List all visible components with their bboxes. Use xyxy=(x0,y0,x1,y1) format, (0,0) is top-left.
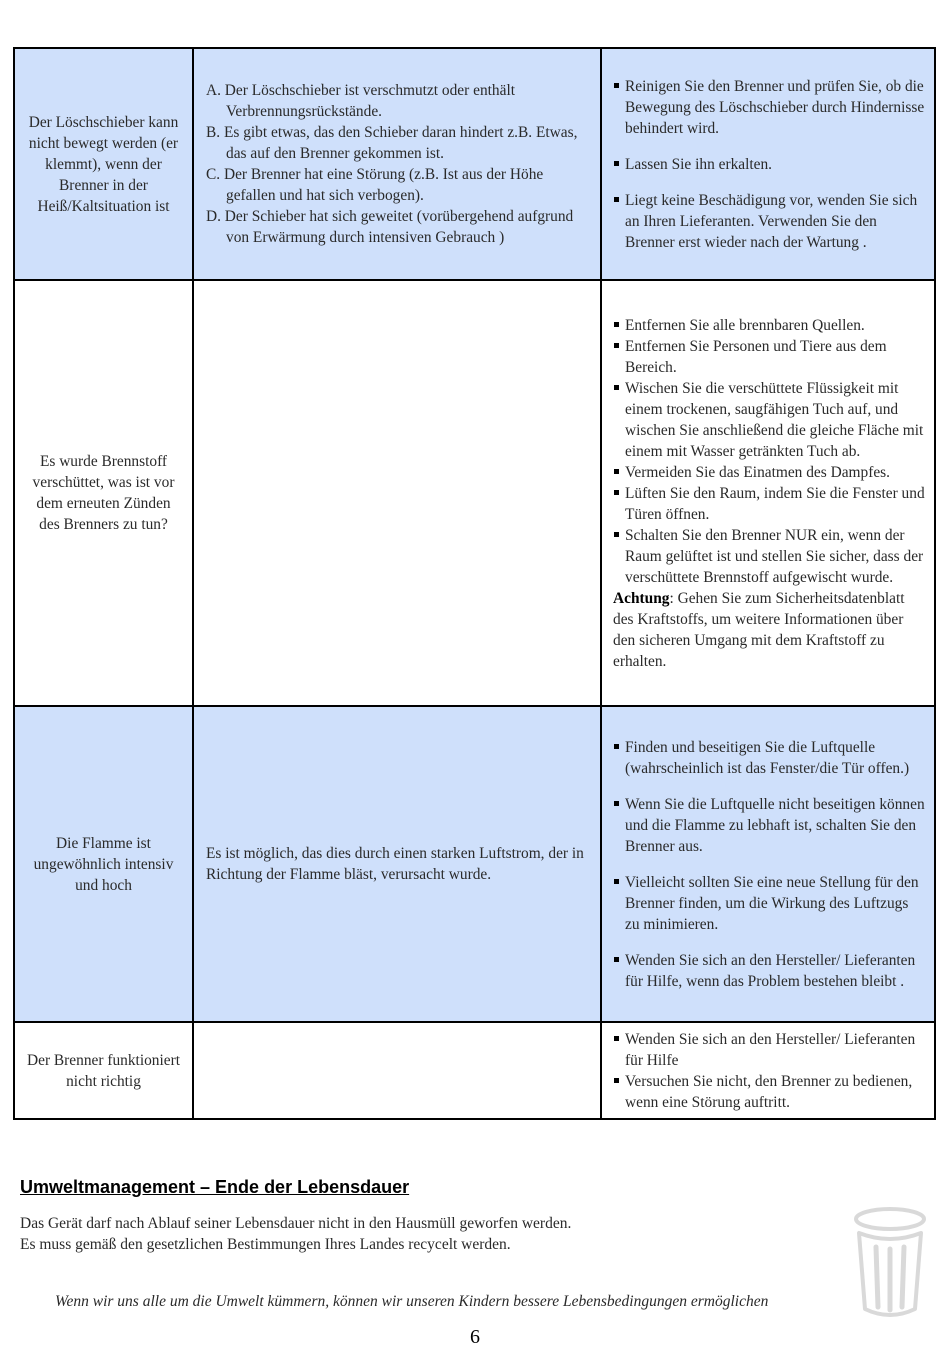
solution-cell xyxy=(601,48,935,280)
problem-cell: Der Löschschieber kann nicht bewegt werden (er klemmt), wenn der Brenner in der Heiß/Kaltsituation ist xyxy=(14,48,193,280)
solution-list xyxy=(613,1029,926,1113)
cause-cell: Es ist möglich, das dies durch einen starken Luftstrom, der in Richtung der Flamme bläst, verursacht wurde. xyxy=(193,706,601,1022)
cause-cell xyxy=(193,1022,601,1119)
list-item: Reinigen Sie den Brenner und prüfen Sie, ob die Bewegung des Löschschieber durch Hindernisse behindert wird. xyxy=(613,76,926,139)
list-item: Schalten Sie den Brenner NUR ein, wenn der Raum gelüftet ist und stellen Sie sicher, dass der verschüttete Brennstoff aufgewischt wurde. xyxy=(613,525,926,588)
environment-motto: Wenn wir uns alle um die Umwelt kümmern, können wir unseren Kindern bessere Lebensbedingungen ermöglichen xyxy=(55,1293,769,1310)
list-item: Vielleicht sollten Sie eine neue Stellung für den Brenner finden, um die Wirkung des Luftzugs zu minimieren. xyxy=(613,872,926,935)
cause-item: B. Es gibt etwas, das den Schieber daran hindert z.B. Etwas, das auf den Brenner gekommen ist. xyxy=(206,124,578,162)
table-row xyxy=(14,706,935,1022)
solution-list xyxy=(613,737,926,992)
solution-list xyxy=(613,315,926,588)
warning-text: : Gehen Sie zum Sicherheitsdatenblatt des Kraftstoffs, um weitere Informationen über den sicheren Umgang mit dem Kraftstoff zu erhalten. xyxy=(613,590,905,670)
list-item: Versuchen Sie nicht, den Brenner zu bedienen, wenn eine Störung auftritt. xyxy=(613,1071,926,1113)
table-row xyxy=(14,280,935,706)
problem-cell: Die Flamme ist ungewöhnlich intensiv und hoch xyxy=(14,706,193,1022)
trash-bin-icon xyxy=(852,1205,928,1319)
cause-cell xyxy=(193,48,601,280)
warning-note xyxy=(613,588,926,672)
list-item: Liegt keine Beschädigung vor, wenden Sie sich an Ihren Lieferanten. Verwenden Sie den Brenner erst wieder nach der Wartung . xyxy=(613,190,926,253)
page-number: 6 xyxy=(470,1326,480,1348)
solution-cell xyxy=(601,706,935,1022)
list-item: Wenn Sie die Luftquelle nicht beseitigen können und die Flamme zu lebhaft ist, schalten Sie den Brenner aus. xyxy=(613,794,926,857)
cause-cell xyxy=(193,280,601,706)
problem-cell: Der Brenner funktioniert nicht richtig xyxy=(14,1022,193,1119)
list-item: Entfernen Sie alle brennbaren Quellen. xyxy=(613,315,926,336)
list-item: Wischen Sie die verschüttete Flüssigkeit mit einem trockenen, saugfähigen Tuch auf, und wischen Sie anschließend die gleiche Fläche mit einem mit Wasser getränkten Tuch ab. xyxy=(613,378,926,462)
paragraph-line: Das Gerät darf nach Ablauf seiner Lebensdauer nicht in den Hausmüll geworfen werden. xyxy=(20,1215,572,1232)
list-item: Lüften Sie den Raum, indem Sie die Fenster und Türen öffnen. xyxy=(613,483,926,525)
list-item: Lassen Sie ihn erkalten. xyxy=(613,154,926,175)
section-text xyxy=(20,1213,571,1255)
list-item: Entfernen Sie Personen und Tiere aus dem Bereich. xyxy=(613,336,926,378)
solution-cell xyxy=(601,1022,935,1119)
troubleshooting-table xyxy=(13,47,936,1120)
paragraph-line: Es muss gemäß den gesetzlichen Bestimmungen Ihres Landes recycelt werden. xyxy=(20,1236,511,1253)
cause-item: C. Der Brenner hat eine Störung (z.B. Ist aus der Höhe gefallen und hat sich verbogen). xyxy=(206,166,544,204)
list-item: Wenden Sie sich an den Hersteller/ Lieferanten für Hilfe xyxy=(613,1029,926,1071)
warning-label: Achtung xyxy=(613,590,670,607)
table-row xyxy=(14,1022,935,1119)
solution-list xyxy=(613,76,926,253)
list-item: Wenden Sie sich an den Hersteller/ Lieferanten für Hilfe, wenn das Problem bestehen bleibt . xyxy=(613,950,926,992)
list-item: Vermeiden Sie das Einatmen des Dampfes. xyxy=(613,462,926,483)
section-title: Umweltmanagement – Ende der Lebensdauer xyxy=(20,1177,410,1197)
solution-cell xyxy=(601,280,935,706)
cause-item: D. Der Schieber hat sich geweitet (vorübergehend aufgrund von Erwärmung durch intensiven Gebrauch ) xyxy=(206,208,574,246)
cause-item: A. Der Löschschieber ist verschmutzt oder enthält Verbrennungsrückstände. xyxy=(206,82,515,120)
list-item: Finden und beseitigen Sie die Luftquelle (wahrscheinlich ist das Fenster/die Tür offen.) xyxy=(613,737,926,779)
table-row xyxy=(14,48,935,280)
problem-cell: Es wurde Brennstoff verschüttet, was ist vor dem erneuten Zünden des Brenners zu tun? xyxy=(14,280,193,706)
